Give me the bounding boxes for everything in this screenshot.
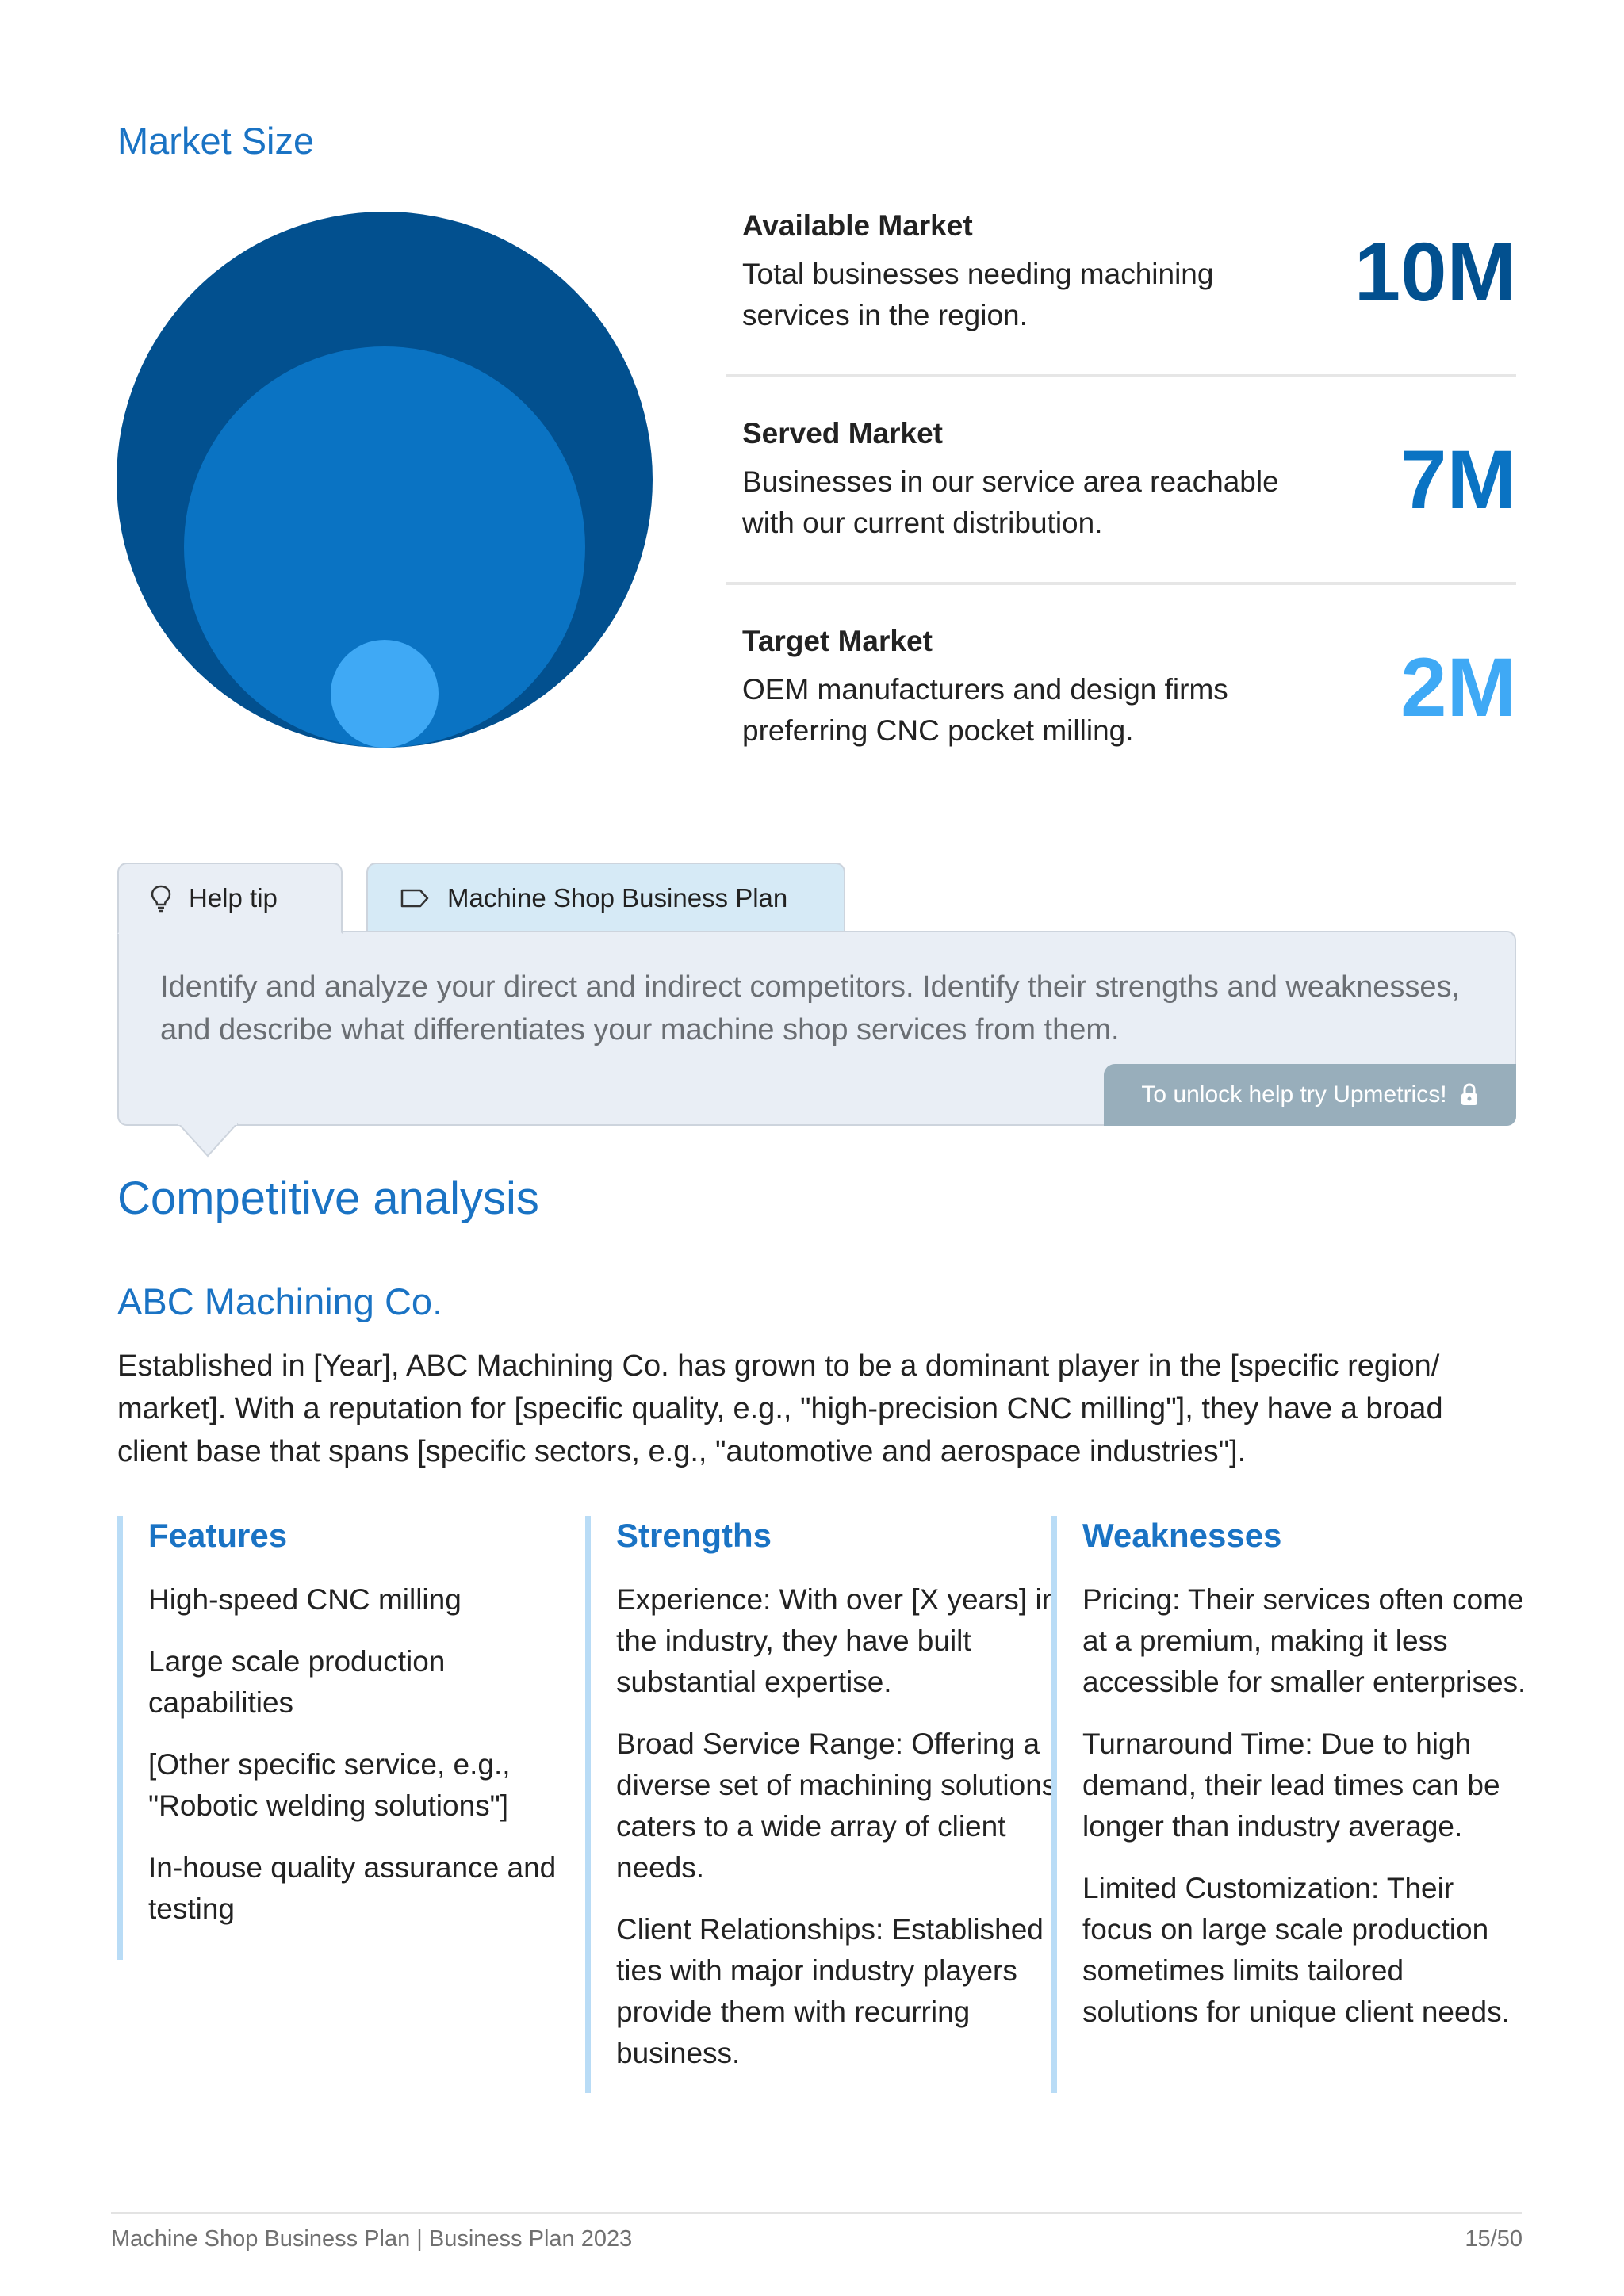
column-title: Weaknesses [1082,1517,1282,1554]
market-name: Target Market [742,625,933,657]
lightbulb-icon [149,884,173,913]
market-name: Available Market [742,209,973,242]
tab-help-tip[interactable] [117,863,343,934]
list-item: Large scale production capabilities [148,1645,446,1719]
features-column [117,1516,592,1960]
divider [726,582,1516,585]
market-description: OEM manufacturers and design firms preferring CNC pocket milling. [742,673,1228,747]
market-name: Served Market [742,417,943,450]
tab-machine-shop-business-plan[interactable] [366,863,845,932]
column-title: Features [148,1517,288,1554]
column-title: Strengths [616,1517,772,1554]
unlock-label: To unlock help try Upmetrics! [1141,1081,1447,1108]
target-market-circle [331,640,439,748]
market-row-served [726,417,1516,584]
list-item: Turnaround Time: Due to high demand, their lead times can be longer than industry average. [1082,1728,1500,1843]
market-circles [111,206,666,761]
competitor-name: ABC Machining Co. [117,1280,443,1322]
market-row-available [726,209,1516,376]
market-description: Total businesses needing machining services in the region. [742,258,1214,331]
list-item: Broad Service Range: Offering a diverse set of machining solutions caters to a wide array of client needs. [616,1728,1057,1884]
section-title: Competitive analysis [117,1173,539,1224]
divider [726,374,1516,377]
footer-title: Machine Shop Business Plan | Business Plan 2023 [111,2226,633,2252]
competitor-description: Established in [Year], ABC Machining Co. has grown to be a dominant player in the [specific region/ market]. With a reputation for [specific quality, e.g., "high-precision CNC milling"], they have a broad client base that spans [specific sectors, e.g., "automotive and aerospace industries"]. [117,1349,1443,1468]
help-tip-text: Identify and analyze your direct and indirect competitors. Identify their strengths and weaknesses, and describe what differentiates your machine shop services from them. [160,970,1461,1047]
tab-label: Help tip [189,883,278,913]
market-value: 10M [1354,226,1516,319]
list-item: In-house quality assurance and testing [148,1851,557,1925]
list-item: Pricing: Their services often come at a premium, making it less accessible for smaller enterprises. [1082,1583,1526,1698]
tip-pointer [176,1123,239,1159]
market-value: 7M [1400,434,1516,526]
weaknesses-column [1051,1516,1526,2093]
list-item: Experience: With over [X years] in the industry, they have built substantial expertise. [616,1583,1059,1698]
market-description: Businesses in our service area reachable with our current distribution. [742,465,1279,539]
list-item: High-speed CNC milling [148,1583,462,1616]
footer-divider [111,2212,1522,2214]
market-size-title: Market Size [117,120,315,162]
help-tip-box [117,931,1516,1126]
list-item: Client Relationships: Established ties with major industry players provide them with recurring business. [616,1913,1044,2069]
tab-label: Machine Shop Business Plan [447,883,788,913]
market-value: 2M [1400,641,1516,734]
strengths-column [585,1516,1060,2093]
unlock-help-button[interactable] [1104,1064,1516,1126]
list-item: Limited Customization: Their focus on large scale production sometimes limits tailored solutions for unique client needs. [1082,1872,1510,2028]
page-number: 15/50 [1465,2226,1522,2252]
lock-icon [1460,1083,1479,1107]
list-item: [Other specific service, e.g., "Robotic welding solutions"] [148,1748,511,1822]
tag-icon [400,888,430,909]
market-row-target [726,625,1516,791]
